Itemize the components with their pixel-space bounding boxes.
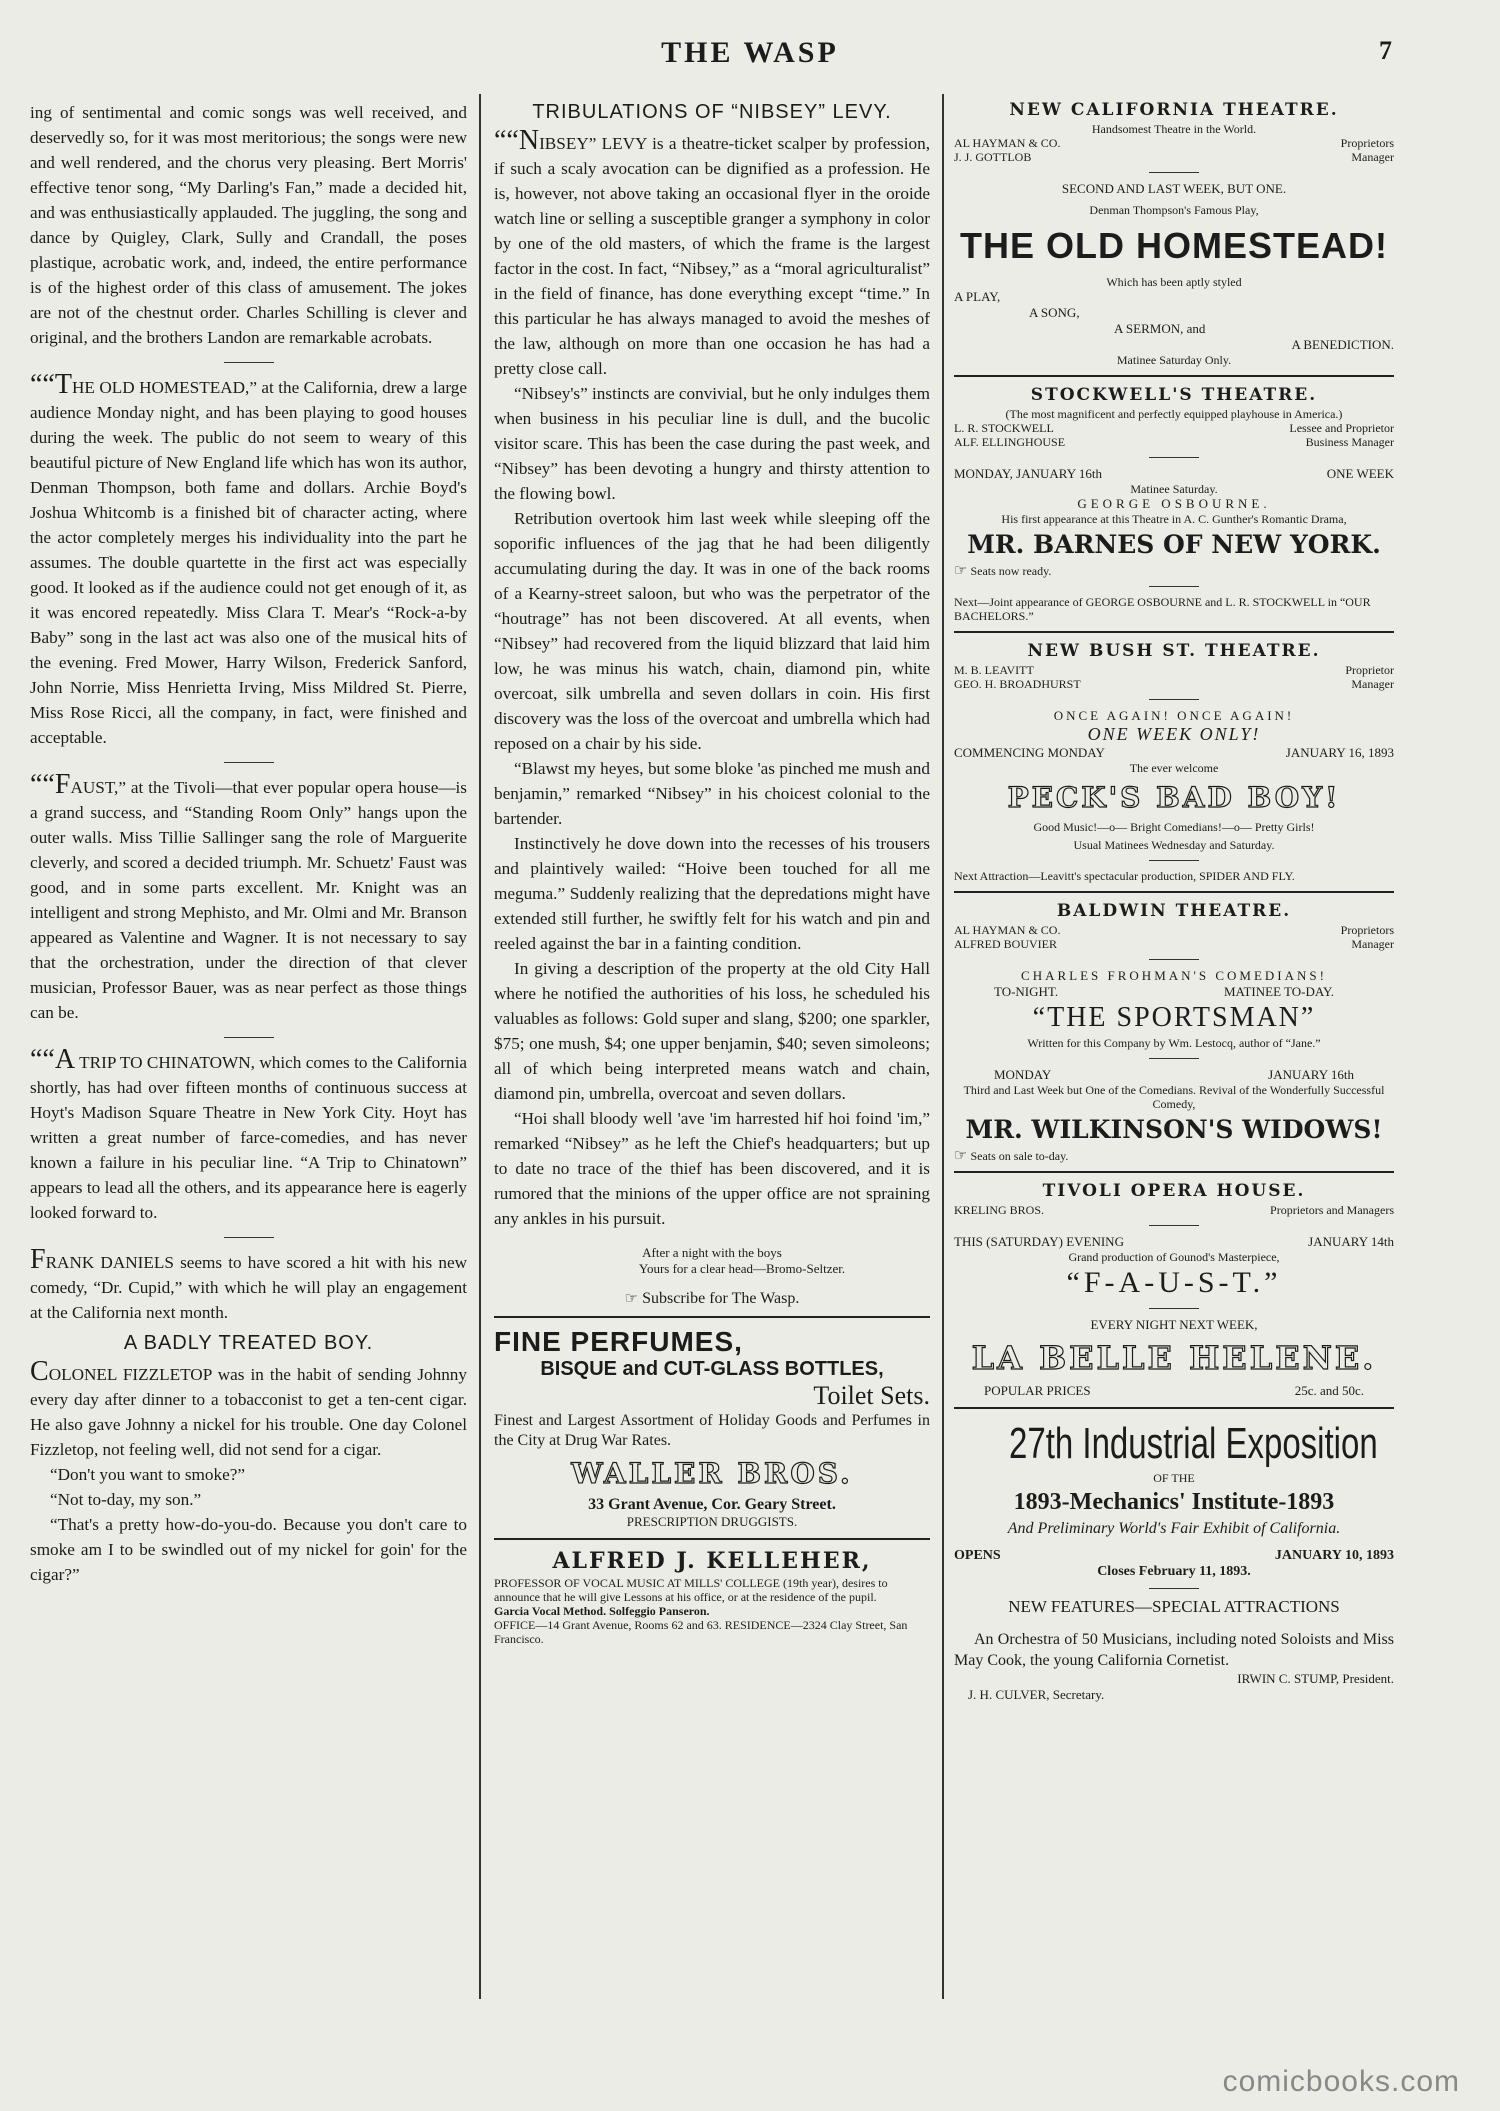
article-paragraph: “Blawst my heyes, but some bloke 'as pinched me mush and benjamin,” remarked “Nibsey” in his choicest colonial to the bartender.	[494, 759, 930, 828]
article-paragraph: Retribution overtook him last week while sleeping off the soporific influences of the jag that he had been diligently accumulating during the day. It was in one of the back rooms of a Kearny-street saloon, but who was the perpetrator of the “houtrage” has not been discovered. At all events, when “Nibsey” had recovered from the liquid blizzard that laid him low, he was minus his watch, chain, diamond pin, white overcoat, silk umbrella and seven dollars in coin. His first discovery was the loss of the overcoat and umbrella which had reposed on a chair by his side.	[494, 509, 930, 753]
divider	[954, 1171, 1394, 1173]
story-dialogue: “Don't you want to smoke?”	[50, 1465, 245, 1484]
review-faust: ““FAUST,” at the Tivoli—that ever popular opera house—is a grand success, and “Standing Room Only” hangs upon the outer walls. Miss Tillie Sallinger sang the role of Marguerite cleverly, and scored a decided triumph. Mr. Schuetz' Faust was good, and in some parts excellent. Mr. Knight was an intelligent and strong Mephisto, and Mr. Olmi and Mr. Branson appeared as Valentine and Wagner. It is not necessary to say that the orchestration, under the direction of that clever musician, Professor Bauer, was as near perfect as those things can be.	[30, 769, 467, 1022]
story-title: A BADLY TREATED BOY.	[123, 1332, 374, 1354]
divider	[494, 1538, 930, 1540]
kelleher-ad: ALFRED J. KELLEHER, PROFESSOR OF VOCAL MUSIC AT MILLS' COLLEGE (19th year), desires to announce that he will give Lessons at his office, or at the residence of the pupil. Garcia Vocal Method. Solfeggio Panseron. OFFICE—14 Grant Avenue, Rooms 62 and 63. RESIDENCE—2324 Clay Street, San Francisco.	[494, 1548, 908, 1646]
divider	[494, 1316, 930, 1318]
article-paragraph: ““NIBSEY” LEVY is a theatre-ticket scalper by profession, if such a scaly avocation can be dignified as a profession. He is, however, not above taking an occasional flyer in the oroide watch line or selling a susceptible granger a symphony in color by one of the old masters, of which the frame is the largest factor in the cost. In fact, “Nibsey,” as a “moral agriculturalist” in the field of finance, has done everything except “time.” In this particular he has always managed to avoid the meshes of the law, although on more than one occasion he has had a pretty close call.	[494, 125, 930, 378]
baldwin-ad: BALDWIN THEATRE. AL HAYMAN & CO. Proprietors ALFRED BOUVIER Manager CHARLES FROHMAN'S COMEDIANS! TO-NIGHT. MATINEE TO-DAY. “THE SPORTSMAN” Written for this Company by Wm. Lestocq, author of “Jane.” MONDAY JANUARY 16th Third and Last Week but One of the Comedians. Revival of the Wonderfully Successful Comedy, MR. WILKINSON'S WIDOWS! ☞ Seats on sale to-day.	[954, 901, 1394, 1164]
review-frank-daniels: FRANK DANIELS seems to have scored a hit with his new comedy, “Dr. Cupid,” with which he will play an engagement at the California next month.	[30, 1244, 467, 1322]
old-homestead-title: THE OLD HOMESTEAD!	[960, 225, 1388, 266]
bromo-seltzer-ad: After a night with the boys Yours for a clear head—Bromo-Seltzer.	[638, 1245, 846, 1276]
waller-bros-title: WALLER BROS.	[571, 1457, 853, 1490]
watermark: comicbooks.com	[1222, 2065, 1460, 2098]
article-paragraph: In giving a description of the property at the old City Hall where he notified the authorities of his loss, he scheduled his valuables as follows: Gold super and slang, $200; one sparkler, $75; one mush, $4; one upper benjamin, $40; seven simoleons; all of which being interpreted means watch and chain, diamond pin, umbrella, overcoat and seven dollars.	[494, 959, 930, 1103]
pointing-hand-icon: ☞	[954, 1146, 968, 1164]
pecks-bad-boy-title: PECK'S BAD BOY!	[1007, 781, 1341, 814]
article-paragraph: Instinctively he dove down into the recesses of his trousers and plaintively wailed: “Hoive been touched for all me meguma.” Suddenly realizing that the depredations might have extended still further, he swiftly felt for his watch and pin and reeled against the bar in a fainting condition.	[494, 834, 930, 953]
page-header	[0, 36, 1500, 76]
exposition-ad: 27th Industrial Exposition OF THE 1893-Mechanics' Institute-1893 And Preliminary World's Fair Exhibit of California. OPENS JANUARY 10, 1893 Closes February 11, 1893. NEW FEATURES—SPECIAL ATTRACTIONS An Orchestra of 50 Musicians, including noted Soloists and Miss May Cook, the young California Cornetist. IRWIN C. STUMP, President. J. H. CULVER, Secretary.	[954, 1419, 1394, 1702]
divider	[954, 1407, 1394, 1409]
article-paragraph: “Hoi shall bloody well 'ave 'im harrested hif hoi foind 'im,” remarked “Nibsey” as he left the Chief's headquarters; but up to date no trace of the thief has been discovered, and it is rumored that the minions of the upper office are not spraining any ankles in his pursuit.	[494, 1109, 930, 1228]
story-dialogue: “Not to-day, my son.”	[50, 1490, 202, 1509]
faust-title: “F-A-U-S-T.”	[1066, 1266, 1282, 1299]
stockwell-ad: STOCKWELL'S THEATRE. (The most magnificent and perfectly equipped playhouse in America.) L. R. STOCKWELL Lessee and Proprietor ALF. ELLINGHOUSE Business Manager MONDAY, JANUARY 16th ONE WEEK Matinee Saturday. GEORGE OSBOURNE. His first appearance at this Theatre in A. C. Gunther's Romantic Drama, MR. BARNES OF NEW YORK. ☞ Seats now ready. Next—Joint appearance of GEORGE OSBOURNE and L. R. STOCKWELL in “OUR BACHELORS.”	[954, 385, 1394, 623]
column-3	[954, 100, 1394, 2001]
tivoli-ad: TIVOLI OPERA HOUSE. KRELING BROS. Proprietors and Managers THIS (SATURDAY) EVENING JANUARY 14th Grand production of Gounod's Masterpiece, “F-A-U-S-T.” EVERY NIGHT NEXT WEEK, LA BELLE HELENE. POPULAR PRICES 25c. and 50c.	[954, 1181, 1394, 1398]
review-chinatown: ““A TRIP TO CHINATOWN, which comes to the California shortly, has had over fifteen months of continuous success at Hoyt's Madison Square Theatre in New York City. Hoyt has written a great number of farce-comedies, and has never known a failure in his peculiar line. “A Trip to Chinatown” appears to lead all the others, and its appearance here is eagerly looked forward to.	[30, 1044, 467, 1222]
sportsman-title: “THE SPORTSMAN”	[1032, 1002, 1316, 1033]
review-old-homestead: ““THE OLD HOMESTEAD,” at the California, drew a large audience Monday night, and has been playing to good houses during the week. The public do not seem to weary of this beautiful picture of New England life which has won its author, Denman Thompson, both fame and dollars. Archie Boyd's Joshua Whitcomb is a finished bit of character acting, where the actor completely merges his individuality into the part he assumes. The double quartette in the first act was especially good. It looked as if the audience could not get enough of it, as it was encored repeatedly. Miss Clara T. Mear's “Rock-a-by Baby” song in the last act was also one of the musical hits of the evening. Fred Mower, Harry Wilson, Frederick Sanford, John Norrie, Miss Henrietta Irving, Miss Mildred St. Pierre, Miss Rose Ricci, all the company, in fact, were finished and acceptable.	[30, 369, 467, 747]
column-rule	[479, 94, 481, 1999]
article-paragraph: “Nibsey's” instincts are convivial, but he only indulges them when business in his peculiar line is dull, and the bucolic visitor scare. This has been the case during the past week, and “Nibsey” has been devoting a hungry and thirsty attention to the flowing bowl.	[494, 384, 930, 503]
story-paragraph: COLONEL FIZZLETOP was in the habit of sending Johnny every day after dinner to a tobacconist to get a ten-cent cigar. He also gave Johnny a nickel for his trouble. One day Colonel Fizzletop, not feeling well, did not send for a cigar.	[30, 1356, 467, 1459]
divider	[954, 631, 1394, 633]
story-dialogue: “That's a pretty how-do-you-do. Because you don't care to smoke am I to be swindled out of my nickel for goin' for the cigar?”	[30, 1515, 467, 1584]
divider	[224, 1237, 274, 1238]
review-paragraph: ing of sentimental and comic songs was well received, and deservedly so, for it was most meritorious; the songs were new and well rendered, and the chorus very pleasing. Bert Morris' effective tenor song, “My Darling's Fan,” made a decided hit, and was enthusiastically applauded. The juggling, the song and dance by Quigley, Clark, Sully and Crandall, the poses plastique, acrobatic work, and, indeed, the entire performance is of the highest order of this class of amusement. The jokes are not of the chestnut order. Charles Schilling is clever and original, and the brothers Landon are remarkable acrobats.	[30, 103, 467, 347]
la-belle-helene-title: LA BELLE HELENE.	[971, 1339, 1377, 1377]
new-california-ad: NEW CALIFORNIA THEATRE. Handsomest Theatre in the World. AL HAYMAN & CO. Proprietors J. J. GOTTLOB Manager SECOND AND LAST WEEK, BUT ONE. Denman Thompson's Famous Play, THE OLD HOMESTEAD! Which has been aptly styled A PLAY, A SONG, A SERMON, and A BENEDICTION. Matinee Saturday Only.	[954, 100, 1394, 367]
perfume-ad: FINE PERFUMES, BISQUE and CUT-GLASS BOTTLES, Toilet Sets. Finest and Largest Assortment of Holiday Goods and Perfumes in the City at Drug War Rates. WALLER BROS. 33 Grant Avenue, Cor. Geary Street. PRESCRIPTION DRUGGISTS.	[494, 1326, 930, 1529]
subscribe-line: ☞ Subscribe for The Wasp.	[624, 1289, 800, 1307]
column-rule	[942, 94, 944, 1999]
pointing-hand-icon: ☞	[954, 561, 968, 579]
column-2	[494, 100, 930, 2001]
pointing-hand-icon: ☞	[624, 1289, 639, 1307]
exposition-title: 27th Industrial Exposition	[1009, 1419, 1378, 1468]
divider	[954, 375, 1394, 377]
new-bush-ad: NEW BUSH ST. THEATRE. M. B. LEAVITT Proprietor GEO. H. BROADHURST Manager ONCE AGAIN! ONCE AGAIN! ONE WEEK ONLY! COMMENCING MONDAY JANUARY 16, 1893 The ever welcome PECK'S BAD BOY! Good Music!—o— Bright Comedians!—o— Pretty Girls! Usual Matinees Wednesday and Saturday. Next Attraction—Leavitt's spectacular production, SPIDER AND FLY.	[954, 641, 1394, 883]
mr-barnes-title: MR. BARNES OF NEW YORK.	[967, 530, 1381, 559]
divider	[224, 762, 274, 763]
wilkinsons-widows-title: MR. WILKINSON'S WIDOWS!	[965, 1115, 1383, 1144]
article-title: TRIBULATIONS OF “NIBSEY” LEVY.	[532, 101, 892, 123]
divider	[224, 362, 274, 363]
divider	[954, 891, 1394, 893]
column-1	[30, 100, 467, 2001]
divider	[224, 1037, 274, 1038]
page-number: 7	[1379, 36, 1392, 65]
masthead: THE WASP	[661, 36, 839, 69]
